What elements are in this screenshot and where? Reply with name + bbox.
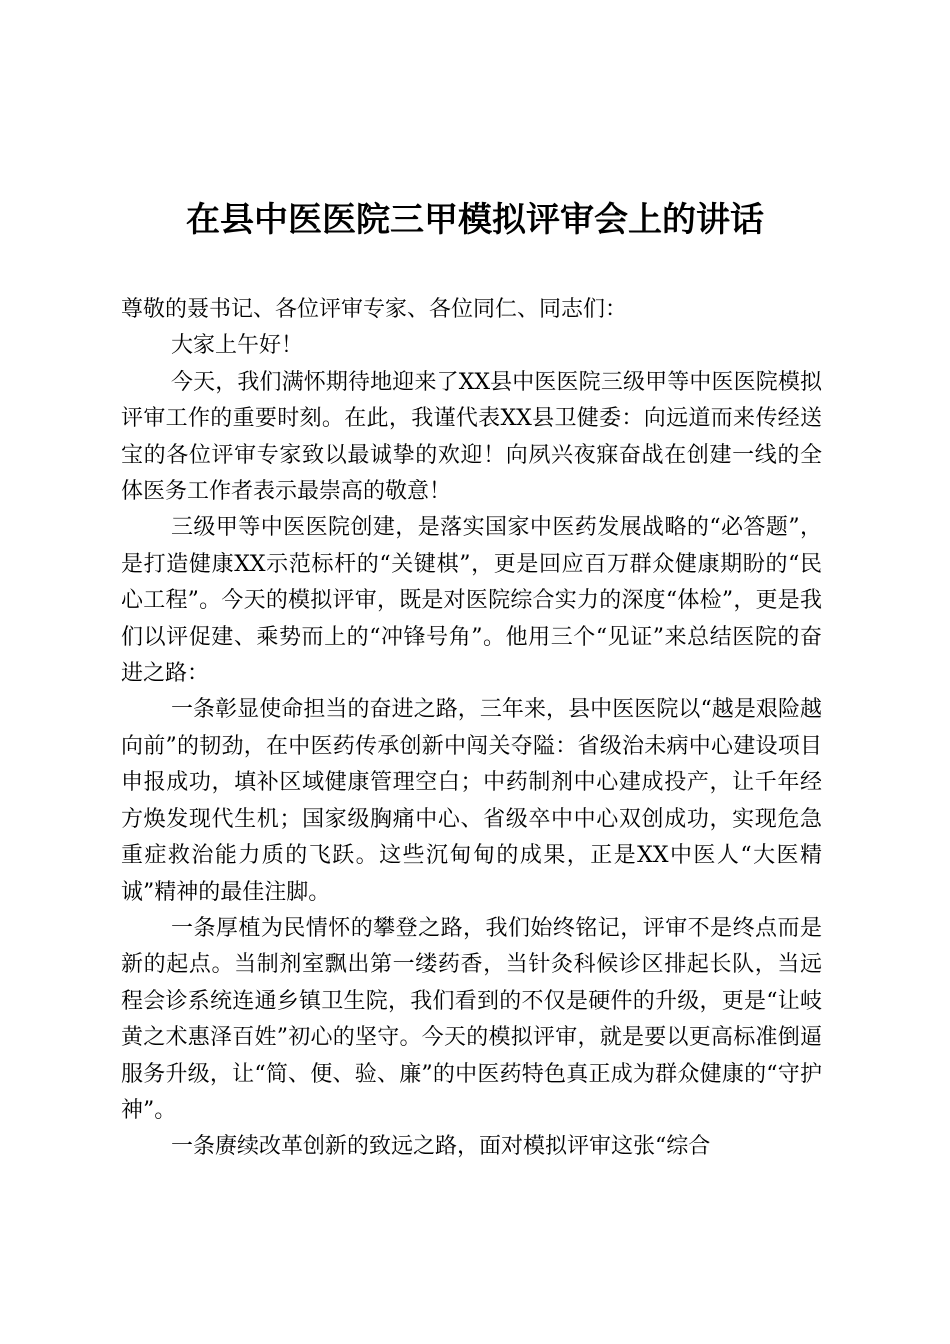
- paragraph-reform-road: 一条赓续改革创新的致远之路，面对模拟评审这张“综合: [171, 1134, 711, 1160]
- paragraph-welcome: 今天，我们满怀期待地迎来了XX县中医医院三级甲等中医医院模拟评审工作的重要时刻。在此，我谨代表XX县卫健委：向远道而来传经送宝的各位评审专家致以最诚挚的欢迎！向夙兴夜寐奋战在创建一线的全体医务工作者表示最崇高的敬意！: [121, 369, 822, 505]
- paragraph-significance: 三级甲等中医医院创建，是落实国家中医药发展战略的“必答题”，是打造健康XX示范标杆的“关键棋”，更是回应百万群众健康期盼的“民心工程”。今天的模拟评审，既是对医院综合实力的深度“体检”，更是我们以评促建、乘势而上的“冲锋号角”。他用三个“见证”来总结医院的奋进之路：: [121, 515, 822, 687]
- document-title: 在县中医医院三甲模拟评审会上的讲话: [186, 200, 764, 240]
- salutation: 尊敬的聂书记、各位评审专家、各位同仁、同志们：: [121, 297, 628, 322]
- paragraph-greeting: 大家上午好！: [171, 333, 304, 359]
- paragraph-mission-road: 一条彰显使命担当的奋进之路，三年来，县中医医院以“越是艰险越向前”的韧劲，在中医药传承创新中闯关夺隘：省级治未病中心建设项目申报成功，填补区域健康管理空白；中药制剂中心建成投产，让千年经方焕发现代生机；国家级胸痛中心、省级卒中中心双创成功，实现危急重症救治能力质的飞跃。这些沉甸甸的成果，正是XX中医人“大医精诚”精神的最佳注脚。: [121, 697, 822, 905]
- document-body: [121, 292, 822, 1166]
- paragraph-people-road: 一条厚植为民情怀的攀登之路，我们始终铭记，评审不是终点而是新的起点。当制剂室飘出第一缕药香，当针灸科候诊区排起长队，当远程会诊系统连通乡镇卫生院，我们看到的不仅是硬件的升级，更是“让岐黄之术惠泽百姓”初心的坚守。今天的模拟评审，就是要以更高标准倒逼服务升级，让“简、便、验、廉”的中医药特色真正成为群众健康的“守护神”。: [121, 915, 822, 1123]
